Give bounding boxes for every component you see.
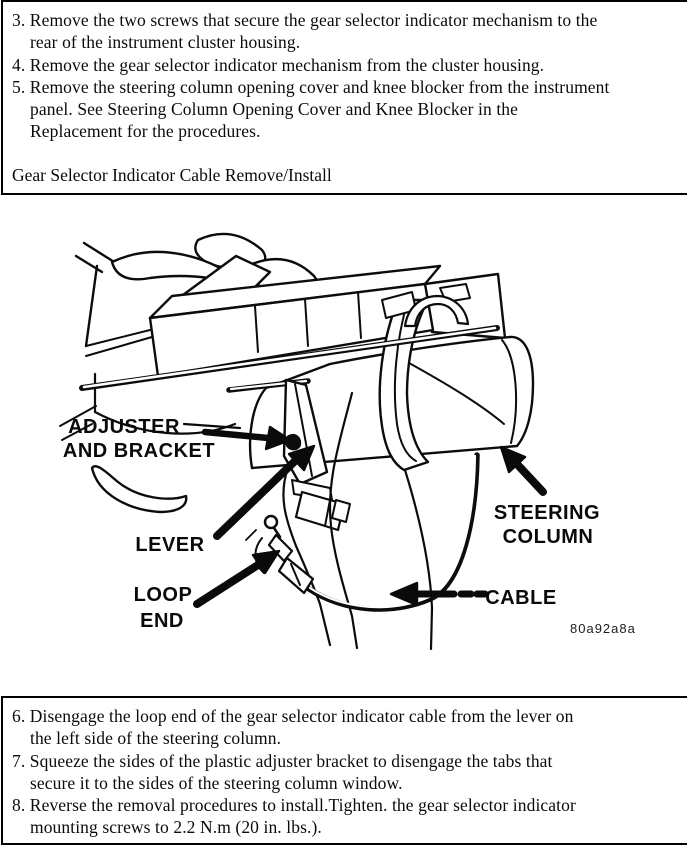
cable-arrowhead xyxy=(391,583,417,605)
lever-label: LEVER xyxy=(135,534,205,556)
top-instructions-panel xyxy=(1,0,687,195)
steering-column-label: COLUMN xyxy=(502,526,594,548)
adjuster-bracket-label: AND BRACKET xyxy=(62,440,216,462)
loop-end-arrow-shaft xyxy=(197,565,258,604)
diagram-svg xyxy=(0,220,687,660)
figure-code: 80a92a8a xyxy=(570,621,636,636)
instruction-line: 5. Remove the steering column opening cover and knee blocker from the instrument xyxy=(12,76,610,97)
instruction-line: 3. Remove the two screws that secure the gear selector indicator mechanism to the xyxy=(12,10,598,30)
steering-column-diagram xyxy=(0,220,687,660)
instruction-line: 7. Squeeze the sides of the plastic adjuster bracket to disengage the tabs that xyxy=(12,750,553,771)
instruction-line: 4. Remove the gear selector indicator mechanism from the cluster housing. xyxy=(12,54,545,75)
instruction-line: Replacement for the procedures. xyxy=(30,121,261,142)
bottom-instructions-panel xyxy=(1,696,687,845)
instruction-line: 6. Disengage the loop end of the gear selector indicator cable from the lever on xyxy=(12,706,574,726)
loop-end-label: LOOP xyxy=(133,584,193,606)
cable-label: CABLE xyxy=(485,587,557,609)
instruction-line: 8. Reverse the removal procedures to install.Tighten. the gear selector indicator xyxy=(12,795,576,816)
lower-left-hook xyxy=(92,466,186,512)
section-heading: Gear Selector Indicator Cable Remove/Install xyxy=(12,164,332,185)
instruction-line: mounting screws to 2.2 N.m (20 in. lbs.). xyxy=(30,817,322,838)
steering-column-label: STEERING xyxy=(493,502,601,524)
instruction-line: rear of the instrument cluster housing. xyxy=(30,32,301,53)
loop-end-label: END xyxy=(140,610,184,632)
adjuster-bracket-label: ADJUSTER xyxy=(68,416,180,438)
indicator-cable xyxy=(309,455,477,609)
instruction-line: secure it to the sides of the steering column window. xyxy=(30,772,403,793)
instruction-line: the left side of the steering column. xyxy=(30,728,282,749)
instruction-line: panel. See Steering Column Opening Cover and Knee Blocker in the xyxy=(30,99,519,120)
steering-column-arrow-shaft xyxy=(516,463,543,492)
